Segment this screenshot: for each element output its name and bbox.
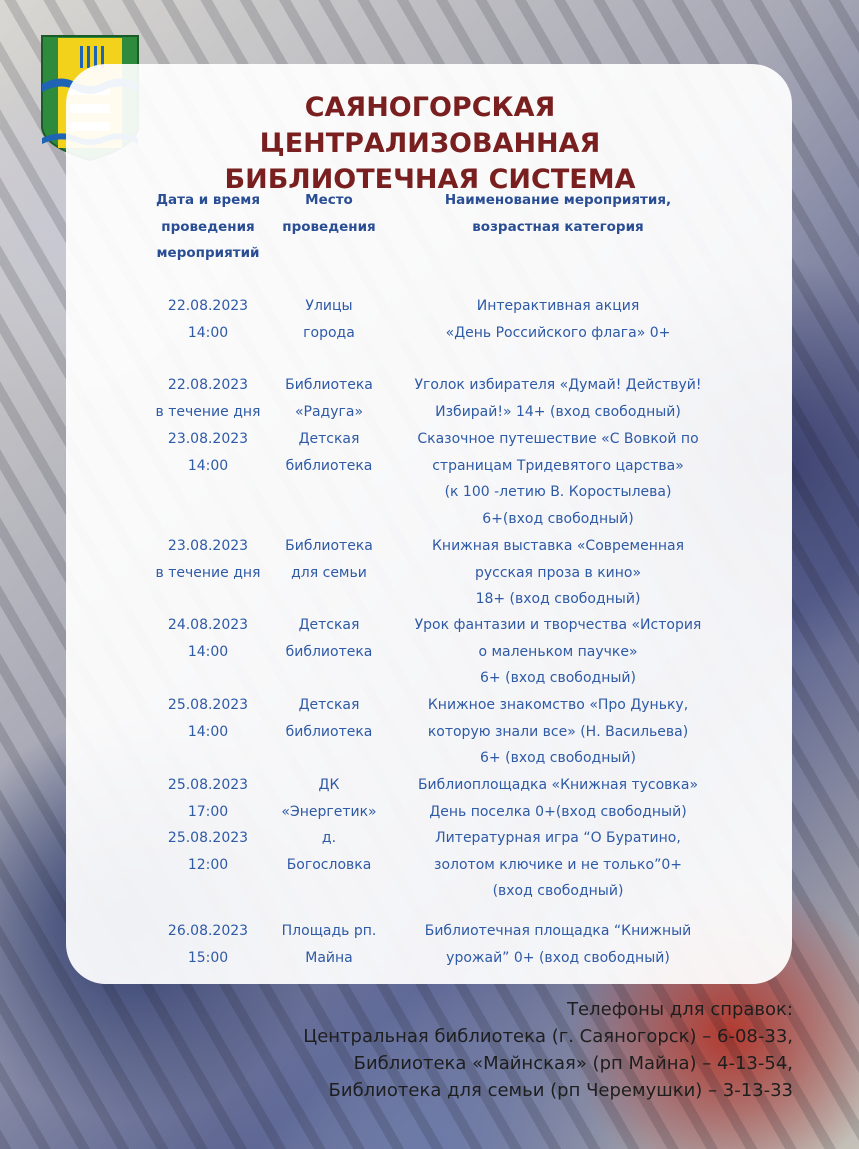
event-date: 23.08.2023 в течение дня — [155, 538, 261, 581]
header-date: Дата и время проведения мероприятий — [156, 192, 260, 261]
contacts-footer — [303, 996, 793, 1104]
event-date: 24.08.2023 14:00 — [167, 617, 249, 660]
page-title — [200, 90, 660, 198]
event-place: Библиотека для семьи — [285, 538, 373, 581]
event-date: 25.08.2023 17:00 — [167, 777, 249, 820]
event-date: 25.08.2023 14:00 — [167, 697, 249, 740]
event-date: 26.08.2023 15:00 — [167, 923, 249, 966]
event-place: Улицы города — [303, 298, 355, 341]
event-title: Книжное знакомство «Про Дуньку, которую знали все» (Н. Васильева) 6+ (вход свободный) — [427, 697, 689, 766]
event-date: 25.08.2023 12:00 — [167, 830, 249, 873]
event-date: 23.08.2023 14:00 — [167, 431, 249, 474]
title-line: ЦЕНТРАЛИЗОВАННАЯ — [259, 128, 601, 159]
event-place: Детская библиотека — [285, 431, 373, 474]
event-date: 22.08.2023 14:00 — [167, 298, 249, 341]
event-place: д. Богословка — [286, 830, 372, 873]
contact-line: Библиотека для семьи (рп Черемушки) – 3-13-33 — [328, 1080, 793, 1101]
event-place: Детская библиотека — [285, 697, 373, 740]
title-line: САЯНОГОРСКАЯ — [304, 92, 556, 123]
event-title: Книжная выставка «Современная русская проза в кино» 18+ (вход свободный) — [431, 538, 685, 607]
event-title: Библиоплощадка «Книжная тусовка» День поселка 0+(вход свободный) — [417, 777, 699, 820]
event-date: 22.08.2023 в течение дня — [155, 377, 261, 420]
event-place: ДК «Энергетик» — [281, 777, 377, 820]
event-title: Библиотечная площадка “Книжный урожай” 0+ (вход свободный) — [424, 923, 692, 966]
header-place: Место проведения — [282, 192, 376, 235]
event-title: Уголок избирателя «Думай! Действуй! Избирай!» 14+ (вход свободный) — [414, 377, 702, 420]
event-title: Урок фантазии и творчества «История о маленьком паучке» 6+ (вход свободный) — [414, 617, 702, 686]
event-title: Сказочное путешествие «С Вовкой по страницам Тридевятого царства» (к 100 -летию В. Коростылева) 6+(вход свободный) — [417, 431, 699, 527]
contact-line: Библиотека «Майнская» (рп Майна) – 4-13-54, — [353, 1053, 793, 1074]
contacts-heading: Телефоны для справок: — [567, 999, 793, 1020]
event-place: Площадь рп. Майна — [281, 923, 377, 966]
header-event: Наименование мероприятия, возрастная категория — [444, 192, 672, 235]
event-place: Детская библиотека — [285, 617, 373, 660]
event-title: Интерактивная акция «День Российского флага» 0+ — [445, 298, 671, 341]
title-line: БИБЛИОТЕЧНАЯ СИСТЕМА — [224, 164, 636, 195]
event-place: Библиотека «Радуга» — [285, 377, 373, 420]
event-title: Литературная игра “О Буратино, золотом ключике и не только”0+ (вход свободный) — [434, 830, 682, 899]
contact-line: Центральная библиотека (г. Саяногорск) – 6-08-33, — [303, 1026, 793, 1047]
